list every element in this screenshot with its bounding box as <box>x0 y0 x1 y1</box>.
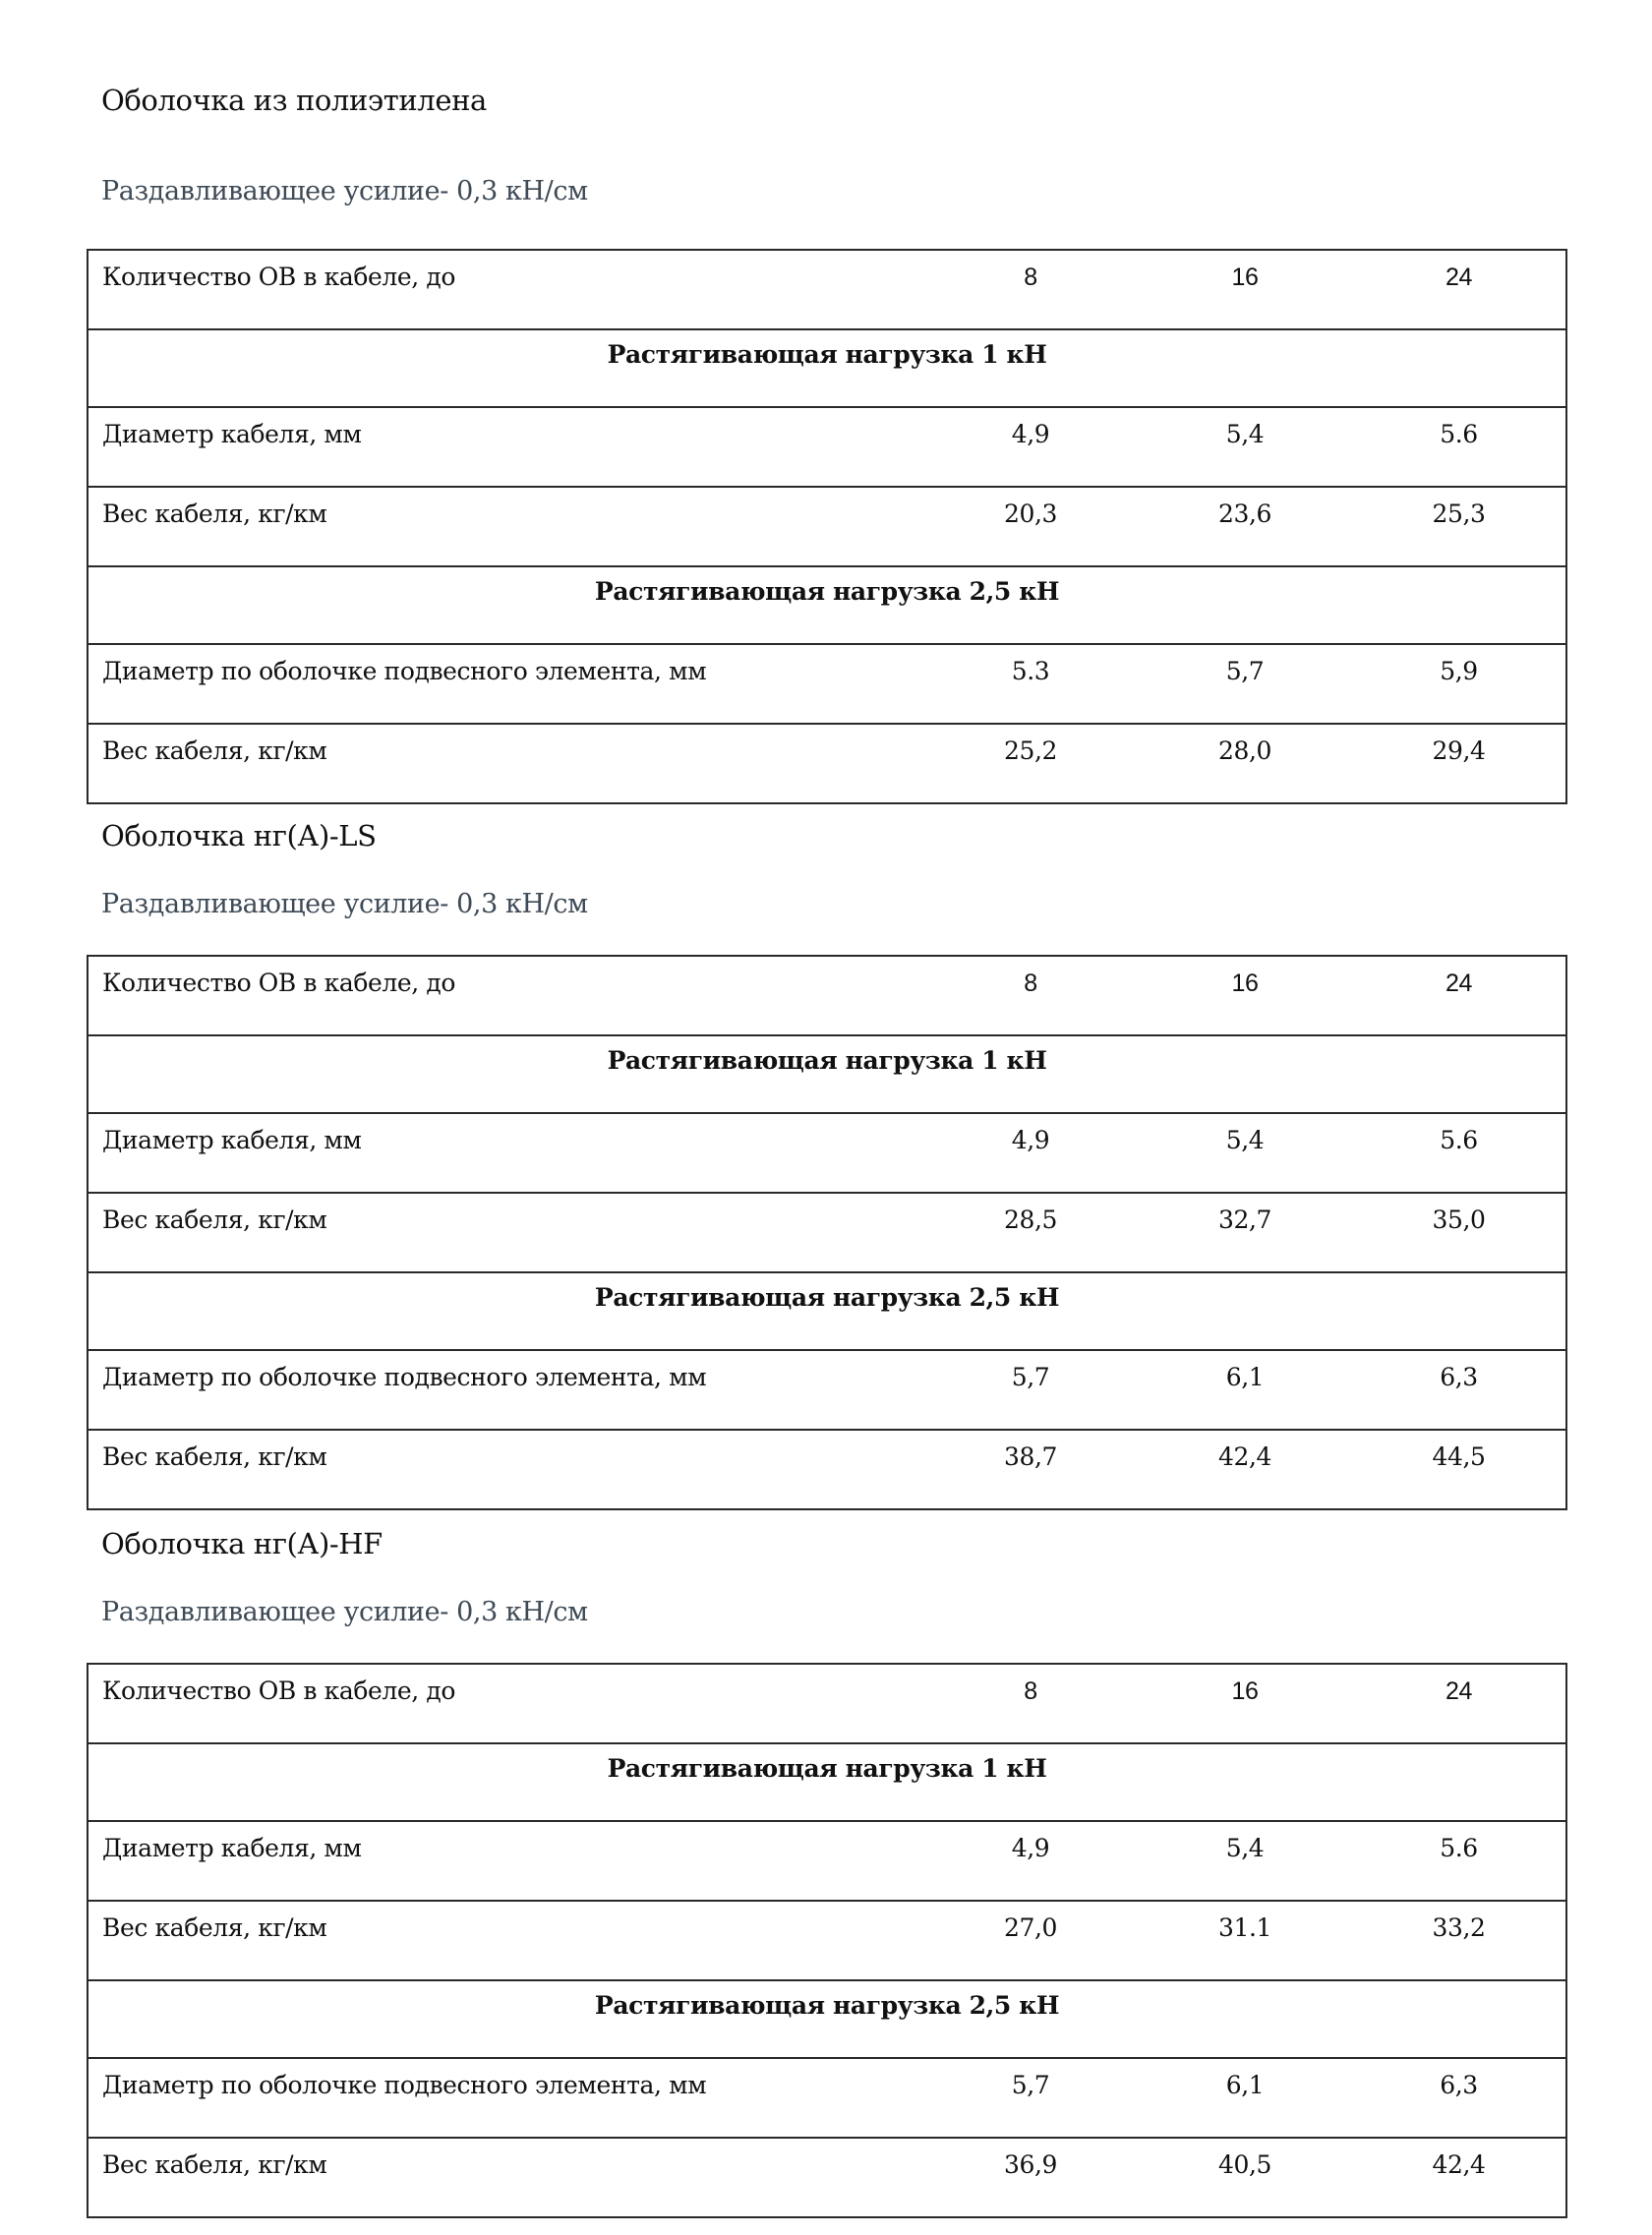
cell-value: 5,4 <box>1138 407 1352 487</box>
crush-force-note: Раздавливающее усилие- 0,3 кН/см <box>101 1597 588 1627</box>
cell-value: 23,6 <box>1138 487 1352 566</box>
cell-value: 5.6 <box>1352 407 1566 487</box>
table-row <box>88 644 1566 724</box>
cell-value: 25,2 <box>923 724 1138 803</box>
cell-value: 38,7 <box>923 1430 1138 1509</box>
fiber-count-8: 8 <box>923 1664 1138 1743</box>
cell-value: 5.6 <box>1352 1113 1566 1193</box>
row-label: Вес кабеля, кг/км <box>88 1193 923 1272</box>
fiber-count-24: 24 <box>1352 1664 1566 1743</box>
cell-value: 32,7 <box>1138 1193 1352 1272</box>
fiber-count-16: 16 <box>1138 956 1352 1035</box>
section-heading: Оболочка нг(А)-HF <box>101 1527 383 1560</box>
row-label: Вес кабеля, кг/км <box>88 487 923 566</box>
cell-value: 5,4 <box>1138 1821 1352 1901</box>
cell-value: 6,3 <box>1352 2058 1566 2138</box>
group-title: Растягивающая нагрузка 1 кН <box>88 1743 1566 1821</box>
cell-value: 4,9 <box>923 407 1138 487</box>
section-heading: Оболочка из полиэтилена <box>101 84 487 117</box>
table-group-row <box>88 566 1566 644</box>
cell-value: 5,7 <box>923 1350 1138 1430</box>
row-label: Количество ОВ в кабеле, до <box>88 250 923 329</box>
table-row-fiber-count <box>88 1664 1566 1743</box>
crush-force-note: Раздавливающее усилие- 0,3 кН/см <box>101 176 588 206</box>
row-label: Вес кабеля, кг/км <box>88 724 923 803</box>
cell-value: 28,5 <box>923 1193 1138 1272</box>
row-label: Диаметр кабеля, мм <box>88 1821 923 1901</box>
cell-value: 5,7 <box>923 2058 1138 2138</box>
table-row-fiber-count <box>88 956 1566 1035</box>
spec-table <box>87 1663 1567 2218</box>
cell-value: 20,3 <box>923 487 1138 566</box>
table-row <box>88 1113 1566 1193</box>
cell-value: 6,1 <box>1138 1350 1352 1430</box>
table-group-row <box>88 1272 1566 1350</box>
row-label: Вес кабеля, кг/км <box>88 2138 923 2217</box>
cell-value: 5,4 <box>1138 1113 1352 1193</box>
table-row <box>88 1193 1566 1272</box>
cell-value: 27,0 <box>923 1901 1138 1980</box>
cell-value: 6,1 <box>1138 2058 1352 2138</box>
table-group-row <box>88 1980 1566 2058</box>
cell-value: 4,9 <box>923 1113 1138 1193</box>
cell-value: 36,9 <box>923 2138 1138 2217</box>
table-row <box>88 724 1566 803</box>
table-row <box>88 1350 1566 1430</box>
table-row <box>88 2138 1566 2217</box>
crush-force-note: Раздавливающее усилие- 0,3 кН/см <box>101 889 588 919</box>
cell-value: 31.1 <box>1138 1901 1352 1980</box>
row-label: Вес кабеля, кг/км <box>88 1430 923 1509</box>
row-label: Диаметр кабеля, мм <box>88 1113 923 1193</box>
fiber-count-16: 16 <box>1138 250 1352 329</box>
cell-value: 5.3 <box>923 644 1138 724</box>
cell-value: 42,4 <box>1138 1430 1352 1509</box>
table-row <box>88 2058 1566 2138</box>
cell-value: 42,4 <box>1352 2138 1566 2217</box>
table-row <box>88 1901 1566 1980</box>
table-row <box>88 487 1566 566</box>
row-label: Диаметр по оболочке подвесного элемента, мм <box>88 644 923 724</box>
cell-value: 44,5 <box>1352 1430 1566 1509</box>
group-title: Растягивающая нагрузка 2,5 кН <box>88 566 1566 644</box>
cell-value: 29,4 <box>1352 724 1566 803</box>
table-row <box>88 1821 1566 1901</box>
cell-value: 6,3 <box>1352 1350 1566 1430</box>
spec-table <box>87 955 1567 1510</box>
table-row <box>88 407 1566 487</box>
row-label: Диаметр кабеля, мм <box>88 407 923 487</box>
table-group-row <box>88 329 1566 407</box>
row-label: Диаметр по оболочке подвесного элемента, мм <box>88 1350 923 1430</box>
fiber-count-24: 24 <box>1352 956 1566 1035</box>
cell-value: 25,3 <box>1352 487 1566 566</box>
group-title: Растягивающая нагрузка 1 кН <box>88 329 1566 407</box>
spec-table <box>87 249 1567 804</box>
cell-value: 35,0 <box>1352 1193 1566 1272</box>
cell-value: 5,7 <box>1138 644 1352 724</box>
row-label: Количество ОВ в кабеле, до <box>88 956 923 1035</box>
table-group-row <box>88 1035 1566 1113</box>
table-row-fiber-count <box>88 250 1566 329</box>
fiber-count-8: 8 <box>923 956 1138 1035</box>
cell-value: 40,5 <box>1138 2138 1352 2217</box>
table-group-row <box>88 1743 1566 1821</box>
group-title: Растягивающая нагрузка 2,5 кН <box>88 1272 1566 1350</box>
cell-value: 4,9 <box>923 1821 1138 1901</box>
cell-value: 5.6 <box>1352 1821 1566 1901</box>
table-row <box>88 1430 1566 1509</box>
row-label: Вес кабеля, кг/км <box>88 1901 923 1980</box>
row-label: Диаметр по оболочке подвесного элемента, мм <box>88 2058 923 2138</box>
fiber-count-16: 16 <box>1138 1664 1352 1743</box>
cell-value: 28,0 <box>1138 724 1352 803</box>
group-title: Растягивающая нагрузка 2,5 кН <box>88 1980 1566 2058</box>
fiber-count-24: 24 <box>1352 250 1566 329</box>
cell-value: 5,9 <box>1352 644 1566 724</box>
fiber-count-8: 8 <box>923 250 1138 329</box>
row-label: Количество ОВ в кабеле, до <box>88 1664 923 1743</box>
group-title: Растягивающая нагрузка 1 кН <box>88 1035 1566 1113</box>
cell-value: 33,2 <box>1352 1901 1566 1980</box>
section-heading: Оболочка нг(А)-LS <box>101 819 377 853</box>
